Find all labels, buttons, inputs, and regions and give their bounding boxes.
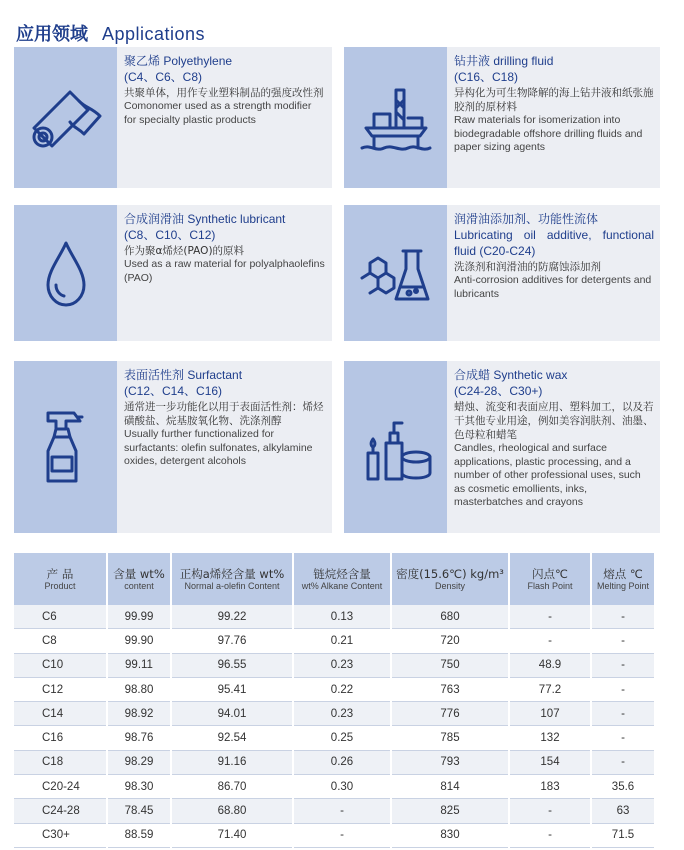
- table-cell: -: [591, 702, 655, 726]
- table-cell: 98.76: [107, 726, 171, 750]
- table-cell: -: [293, 799, 391, 823]
- table-cell: 97.76: [171, 629, 293, 653]
- table-cell: 0.25: [293, 726, 391, 750]
- table-cell: 71.40: [171, 823, 293, 847]
- table-cell: 99.22: [171, 605, 293, 629]
- table-cell: 78.45: [107, 799, 171, 823]
- header-content: 含量 wt% content: [107, 553, 171, 605]
- header-flash-point: 闪点℃ Flash Point: [509, 553, 591, 605]
- table-cell: 98.29: [107, 750, 171, 774]
- table-cell: -: [509, 799, 591, 823]
- table-row: [14, 750, 655, 774]
- app-name: 润滑油添加剂、功能性流体: [454, 212, 599, 226]
- table-cell: 99.90: [107, 629, 171, 653]
- table-cell: 0.23: [293, 653, 391, 677]
- table-cell: C30+: [14, 823, 107, 847]
- plastic-roll-icon: [14, 47, 117, 188]
- table-cell: 88.59: [107, 823, 171, 847]
- table-cell: 763: [391, 677, 509, 701]
- table-cell: C8: [14, 629, 107, 653]
- table-row: [14, 677, 655, 701]
- table-cell: 92.54: [171, 726, 293, 750]
- app-card-polyethylene: [14, 47, 332, 188]
- app-range: (C4、C6、C8): [124, 70, 203, 84]
- table-cell: 793: [391, 750, 509, 774]
- table-cell: 99.99: [107, 605, 171, 629]
- table-cell: 0.26: [293, 750, 391, 774]
- app-desc-en: Usually further functionalized for surfactants: olefin sulfonates, alkylamine oxides, detergent alcohols: [124, 428, 313, 467]
- app-card-drilling-fluid: [344, 47, 660, 188]
- table-cell: 132: [509, 726, 591, 750]
- table-cell: 86.70: [171, 775, 293, 799]
- table-cell: 0.22: [293, 677, 391, 701]
- app-card-synthetic-lubricant: [14, 205, 332, 341]
- app-range: (C12、C14、C16): [124, 384, 223, 398]
- chemistry-flask-icon: [344, 205, 447, 341]
- table-cell: 825: [391, 799, 509, 823]
- table-row: [14, 605, 655, 629]
- app-name: 表面活性剂 Surfactant: [124, 368, 243, 382]
- header-melting-point: 熔点 ℃ Melting Point: [591, 553, 655, 605]
- table-cell: 98.30: [107, 775, 171, 799]
- table-cell: -: [509, 823, 591, 847]
- app-desc-zh: 共聚单体，用作专业塑料制品的强度改性剂: [124, 87, 324, 99]
- spray-bottle-icon: [14, 361, 117, 533]
- title-zh: 应用领域: [16, 24, 88, 45]
- product-spec-table: [14, 553, 656, 848]
- table-row: [14, 702, 655, 726]
- table-row: [14, 629, 655, 653]
- table-cell: 0.23: [293, 702, 391, 726]
- app-name: 聚乙烯 Polyethylene: [124, 54, 233, 68]
- app-name: 合成润滑油 Synthetic lubricant: [124, 212, 286, 226]
- table-cell: C6: [14, 605, 107, 629]
- header-density: 密度(15.6℃) kg/m³ Density: [391, 553, 509, 605]
- table-row: [14, 823, 655, 847]
- table-cell: C20-24: [14, 775, 107, 799]
- app-desc-zh: 洗涤剂和润滑油的防腐蚀添加剂: [454, 261, 601, 273]
- cosmetics-candle-icon: [344, 361, 447, 533]
- table-cell: 830: [391, 823, 509, 847]
- app-desc-en: Comonomer used as a strength modifier for specialty plastic products: [124, 100, 312, 126]
- table-cell: -: [591, 726, 655, 750]
- table-cell: 77.2: [509, 677, 591, 701]
- table-cell: 63: [591, 799, 655, 823]
- table-cell: 68.80: [171, 799, 293, 823]
- table-cell: 107: [509, 702, 591, 726]
- table-cell: C14: [14, 702, 107, 726]
- title-en: Applications: [102, 24, 206, 44]
- table-cell: 35.6: [591, 775, 655, 799]
- app-desc-en: Used as a raw material for polyalphaolefins (PAO): [124, 258, 325, 284]
- table-cell: -: [591, 629, 655, 653]
- table-cell: 720: [391, 629, 509, 653]
- app-card-surfactant: [14, 361, 332, 533]
- table-cell: -: [293, 823, 391, 847]
- app-card-lubricating-additive: [344, 205, 660, 341]
- table-cell: -: [509, 605, 591, 629]
- header-alkane: 链烷烃含量 wt% Alkane Content: [293, 553, 391, 605]
- table-cell: 680: [391, 605, 509, 629]
- page-title: [16, 20, 206, 45]
- table-cell: 154: [509, 750, 591, 774]
- app-desc-zh: 蜡烛、流变和表面应用、塑料加工，以及若干其他专业用途，例如美容润肤剂、油墨、色母粒和蜡笔: [454, 401, 654, 441]
- app-card-synthetic-wax: [344, 361, 660, 533]
- table-cell: 785: [391, 726, 509, 750]
- app-desc-zh: 作为聚α烯烃(PAO)的原料: [124, 245, 245, 257]
- table-row: [14, 726, 655, 750]
- header-normal-olefin: 正构a烯烃含量 wt% Normal a-olefin Content: [171, 553, 293, 605]
- table-row: [14, 775, 655, 799]
- table-cell: C16: [14, 726, 107, 750]
- table-cell: 814: [391, 775, 509, 799]
- table-cell: C10: [14, 653, 107, 677]
- table-cell: C24-28: [14, 799, 107, 823]
- table-row: [14, 653, 655, 677]
- table-cell: 98.80: [107, 677, 171, 701]
- app-range: (C16、C18): [454, 70, 519, 84]
- table-cell: 98.92: [107, 702, 171, 726]
- app-name: 钻井液 drilling fluid: [454, 54, 554, 68]
- table-cell: 95.41: [171, 677, 293, 701]
- table-cell: -: [591, 677, 655, 701]
- table-cell: -: [591, 653, 655, 677]
- table-cell: C12: [14, 677, 107, 701]
- app-range: (C24-28、C30+): [454, 384, 543, 398]
- table-cell: 776: [391, 702, 509, 726]
- app-range: (C8、C10、C12): [124, 228, 216, 242]
- table-cell: 183: [509, 775, 591, 799]
- table-cell: 71.5: [591, 823, 655, 847]
- app-desc-en: Candles, rheological and surface applications, plastic processing, and a number of other professional uses, such as cosmetic emollients, inks, masterbatches and crayons: [454, 442, 641, 508]
- table-cell: C18: [14, 750, 107, 774]
- table-cell: 91.16: [171, 750, 293, 774]
- oil-rig-icon: [344, 47, 447, 188]
- table-cell: 0.30: [293, 775, 391, 799]
- table-cell: -: [591, 605, 655, 629]
- header-product: 产 品 Product: [14, 553, 107, 605]
- table-cell: -: [509, 629, 591, 653]
- table-cell: 94.01: [171, 702, 293, 726]
- app-desc-en: Raw materials for isomerization into biodegradable offshore drilling fluids and paper sizing agents: [454, 114, 643, 153]
- table-cell: 0.21: [293, 629, 391, 653]
- table-cell: 96.55: [171, 653, 293, 677]
- app-desc-en: Anti-corrosion additives for detergents and lubricants: [454, 274, 652, 300]
- app-name: 合成蜡 Synthetic wax: [454, 368, 568, 382]
- app-desc-zh: 通常进一步功能化以用于表面活性剂：烯烃磺酸盐、烷基胺氧化物、洗涤剂醇: [124, 401, 324, 427]
- table-header-row: [14, 553, 655, 605]
- app-desc-zh: 异构化为可生物降解的海上钻井液和纸张施胶剂的原材料: [454, 87, 654, 113]
- oil-drop-icon: [14, 205, 117, 341]
- table-cell: 750: [391, 653, 509, 677]
- table-cell: 0.13: [293, 605, 391, 629]
- table-row: [14, 799, 655, 823]
- table-cell: 48.9: [509, 653, 591, 677]
- app-name-en: Lubricating oil additive, functional fluid (C20-C24): [454, 228, 654, 258]
- table-cell: 99.11: [107, 653, 171, 677]
- table-cell: -: [591, 750, 655, 774]
